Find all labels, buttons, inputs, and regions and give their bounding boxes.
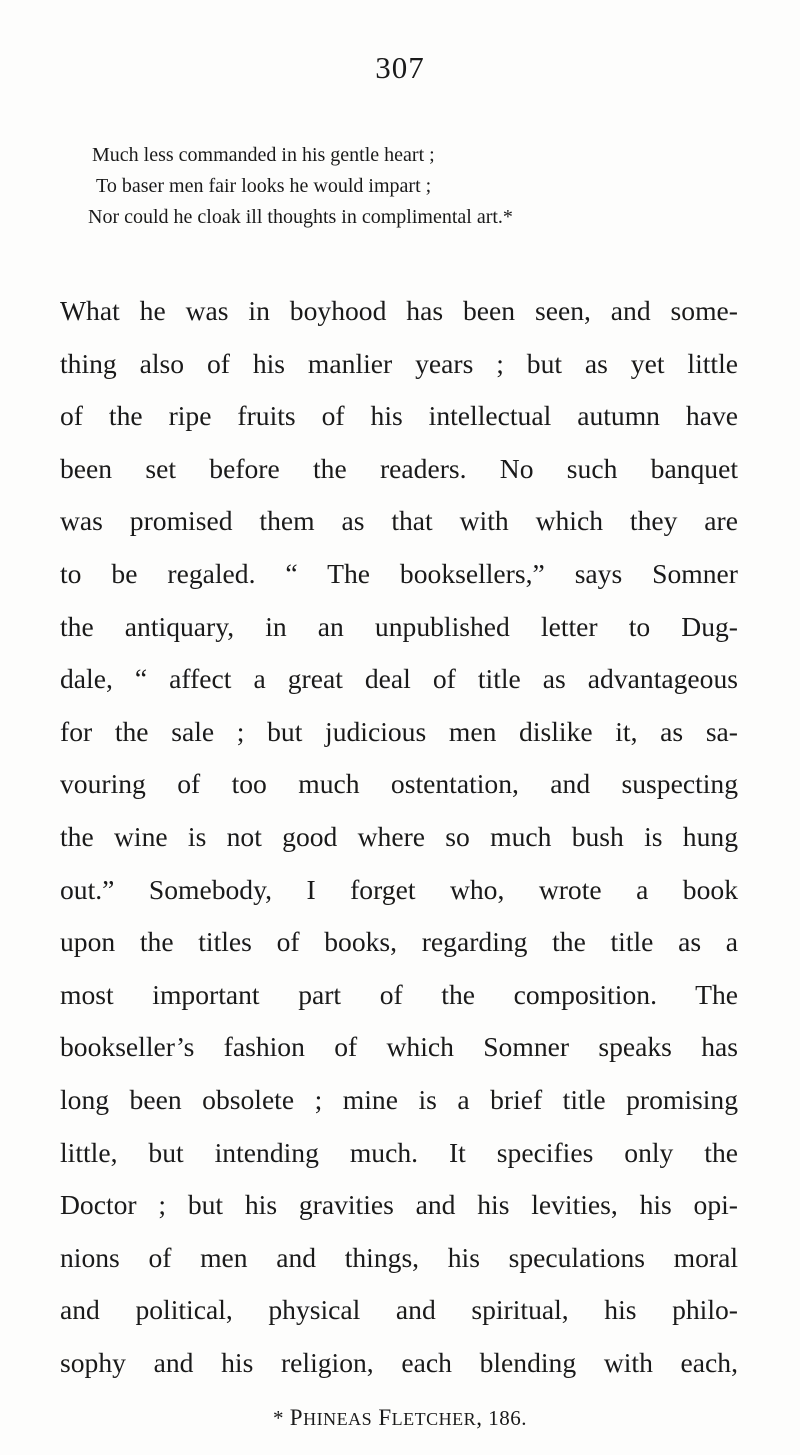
body-paragraph xyxy=(60,285,738,1389)
body-line-13: upon the titles of books, regarding the title as a xyxy=(60,926,738,958)
body-line-15: bookseller’s fashion of which Somner speaks has xyxy=(60,1031,738,1063)
body-line-6: to be regaled. “ The booksellers,” says Somner xyxy=(60,557,738,589)
page-number: 307 xyxy=(375,50,425,85)
footnote-reference: 186. xyxy=(488,1406,527,1430)
body-line-16: long been obsolete ; mine is a brief title promising xyxy=(60,1083,738,1115)
body-line-12: out.” Somebody, I forget who, wrote a book xyxy=(60,873,738,905)
body-line-18: Doctor ; but his gravities and his levities, his opi- xyxy=(60,1189,738,1221)
body-line-1: What he was in boyhood has been seen, and some- xyxy=(60,295,738,326)
body-line-5: was promised them as that with which they are xyxy=(60,505,738,537)
body-line-14: most important part of the composition. The xyxy=(60,978,738,1010)
body-line-9: for the sale ; but judicious men dislike it, as sa- xyxy=(60,715,738,747)
verse-quotation xyxy=(88,140,728,233)
body-line-17: little, but intending much. It specifies only the xyxy=(60,1136,738,1168)
footnote-author: PHINEAS FLETCHER, xyxy=(289,1405,483,1430)
verse-line-1: Much less commanded in his gentle heart ; xyxy=(92,144,435,166)
verse-line-3: Nor could he cloak ill thoughts in complimental art.* xyxy=(88,206,513,228)
body-line-4: been set before the readers. No such banquet xyxy=(60,452,738,484)
body-line-2: thing also of his manlier years ; but as yet little xyxy=(60,347,738,379)
body-line-10: vouring of too much ostentation, and suspecting xyxy=(60,768,738,800)
footnote xyxy=(0,1405,800,1431)
body-line-19: nions of men and things, his speculations moral xyxy=(60,1241,738,1273)
body-line-7: the antiquary, in an unpublished letter to Dug- xyxy=(60,610,738,642)
verse-line-2: To baser men fair looks he would impart ; xyxy=(96,175,432,197)
body-line-8: dale, “ affect a great deal of title as advantageous xyxy=(60,663,738,695)
body-line-20: and political, physical and spiritual, his philo- xyxy=(60,1294,738,1326)
body-line-11: the wine is not good where so much bush is hung xyxy=(60,820,738,852)
footnote-marker: * xyxy=(273,1406,285,1430)
body-line-21: sophy and his religion, each blending with each, xyxy=(60,1346,738,1378)
body-line-3: of the ripe fruits of his intellectual autumn have xyxy=(60,400,738,432)
